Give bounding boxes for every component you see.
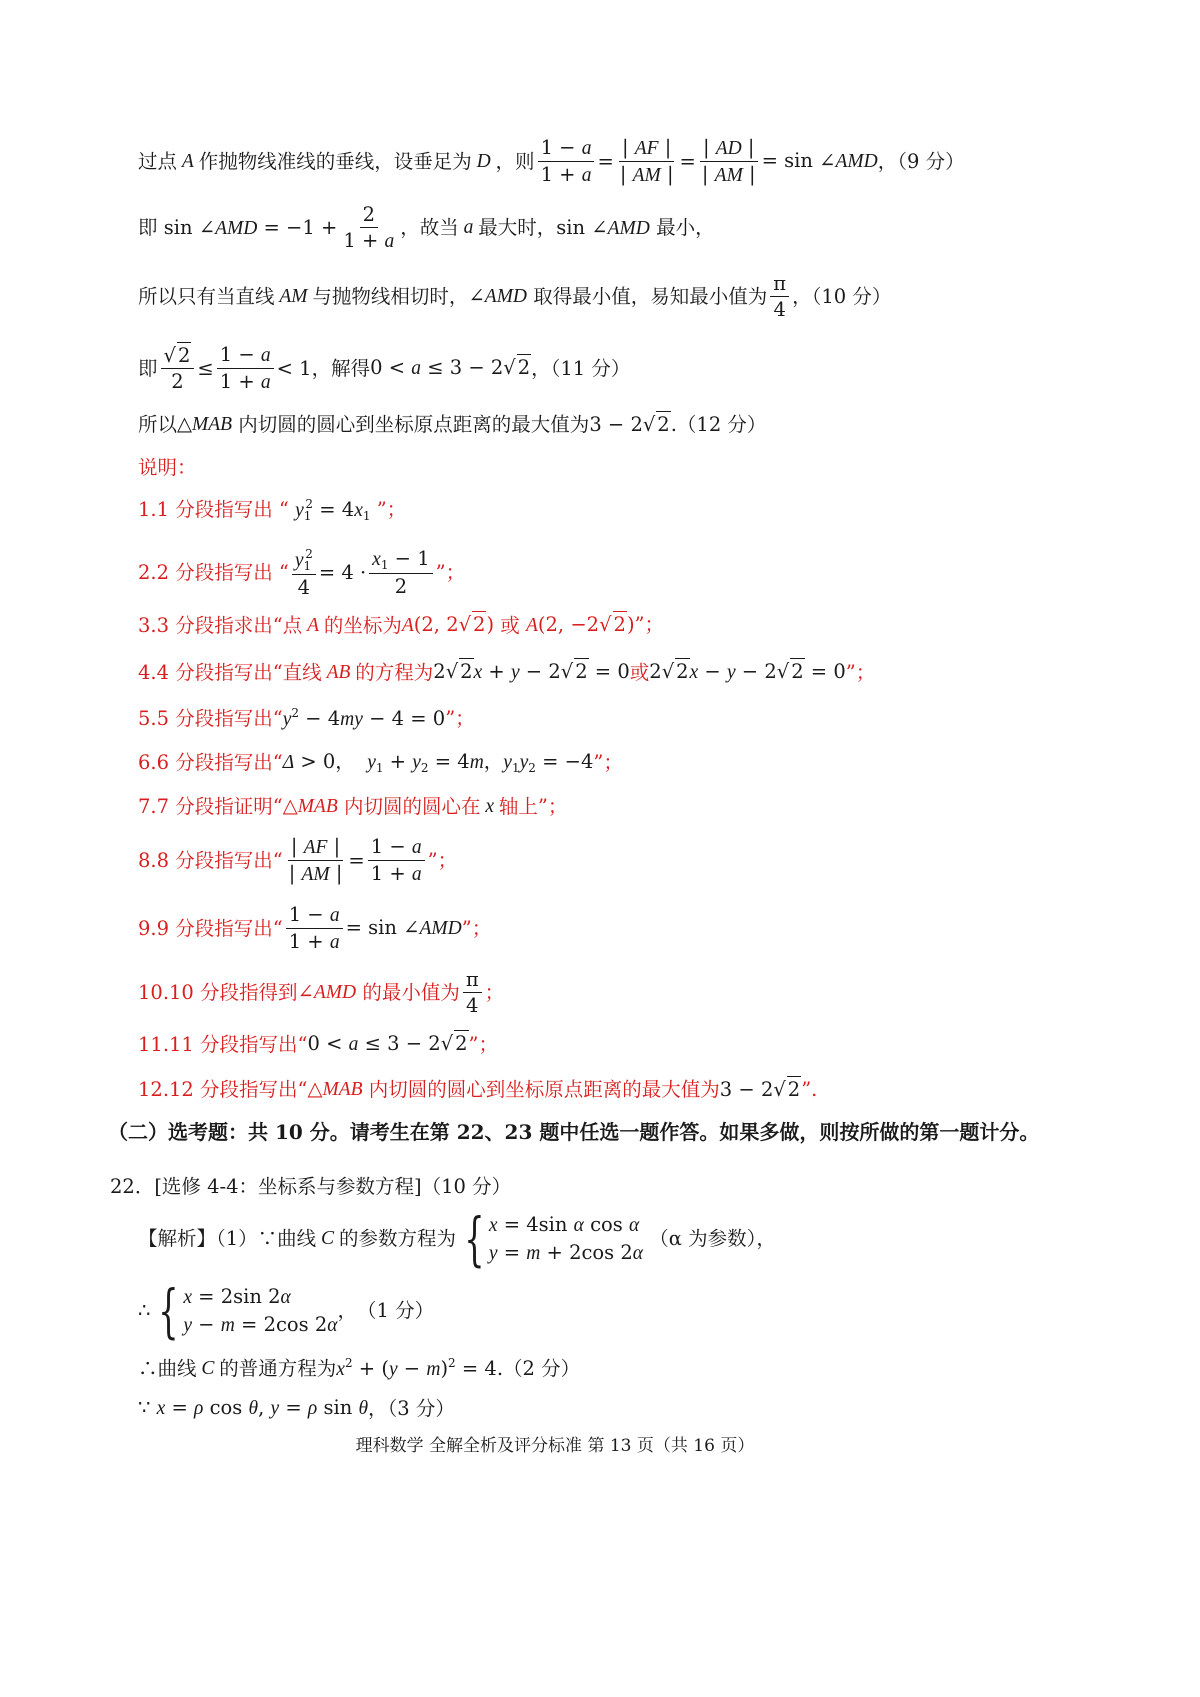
fraction: $\frac{| AD |}{| AM |}$ [701,136,756,186]
fraction: $\frac{| AF |}{| AM |}$ [619,136,674,186]
note-12: 12.12 分段指写出“ △MAB 内切圆的圆心到坐标原点距离的最大值为 3 − 2√ 2 ”. [138,1077,818,1101]
solution-line-3: 所以只有当直线 AM 与抛物线相切时， ∠AMD 取得最小值，易知最小值为 $\frac{\pi}{4}$ ，（10 分） [138,272,892,321]
fraction: $\frac{1 - a}{1 + a}$ [286,905,343,952]
page-footer: 理科数学 全解全析及评分标准 第 13 页（共 16 页） [355,1436,755,1456]
solution-line-2: 即 sin ∠AMD = −1 + $\frac{2}{1 + a}$ ，故当 a 最大时， sin ∠AMD 最小， [138,203,715,252]
equation-system: { x = 4sin α cos α y = m + 2cos 2α [464,1205,644,1273]
solution-line-5: 所以 △MAB 内切圆的圆心到坐标原点距离的最大值为 3 − 2√ 2 .（12 分） [138,412,767,436]
question-22-heading: 22．[选修 4-4：坐标系与参数方程]（10 分） [110,1175,512,1198]
note-8: 8.8 分段指写出“ $\frac{| AF |}{| AM |}$ = $\frac{1 - a}{1 + a}$ ”； [138,835,458,885]
q22-analysis-line: 【解析】（1）∵曲线 C 的参数方程为 { x = 4sin α cos α y = m + 2cos 2α （α 为参数）， [138,1205,776,1273]
note-7: 7.7 分段指证明“ △MAB 内切圆的圆心在 x 轴上”； [138,794,568,818]
section-heading: （二）选考题：共 10 分。请考生在第 22、23 题中任选一题作答。如果多做，则按所做的第一题计分。 [108,1120,1040,1144]
note-9: 9.9 分段指写出“ $\frac{1 - a}{1 + a}$ = sin ∠AMD ”； [138,903,492,953]
q22-step-2: ∴曲线 C 的普通方程为 $x^2 + (y - m)^2 = 4$ .（2 分） [138,1356,581,1380]
q22-step-3: ∵ x = ρ cos θ, y = ρ sin θ ，（3 分） [138,1396,455,1420]
fraction: $\frac{\pi}{4}$ [770,274,789,319]
note-3: 3.3 分段指求出“点 A 的坐标为 A(2, 2√ 2) 或 A(2, −2√ 2)”； [138,613,665,637]
note-5: 5.5 分段指写出“ $y^2 - 4my - 4 = 0$ ”； [138,706,475,730]
note-10: 10.10 分段指得到 ∠AMD 的最小值为 $\frac{\pi}{4}$ ； [138,968,505,1017]
note-6: 6.6 分段指写出“ Δ > 0， $y_1 + y_2 = 4m$，$y_1y_2 = -4$ ”； [138,750,623,775]
fraction: $\frac{y_1^2}{4}$ [292,548,316,598]
note-4: 4.4 分段指写出“直线 AB 的方程为 2√ 2x + y − 2√ 2 = 0 或 2√ 2x − y − 2√ 2 = 0 ”； [138,660,876,684]
notes-title: 说明： [138,456,197,479]
solution-line-1: 过点 A 作抛物线准线的垂线，设垂足为 D ，则 $\frac{1 - a}{1 + a}$ = $\frac{| AF |}{| AM |}$ = $\frac{| AD |}{| AM |}$ = sin ∠AMD ，（9 分） [138,136,965,186]
fraction: $\frac{1 - a}{1 + a}$ [217,345,274,392]
q22-step-1: ∴ { x = 2sin 2α y − m = 2cos 2α ， （1 分） [138,1277,435,1345]
fraction: $\frac{x_1 - 1}{2}$ [369,549,432,597]
fraction: $\frac{√ 2}{2}$ [161,346,195,391]
fraction: $\frac{1 - a}{1 + a}$ [538,138,595,185]
fraction: $\frac{\pi}{4}$ [463,970,482,1015]
solution-line-4: 即 $\frac{√ 2}{2}$ ≤ $\frac{1 - a}{1 + a}$ < 1 ，解得 0 < a ≤ 3 − 2√ 2 ，（11 分） [138,343,631,393]
fraction: $\frac{2}{1 + a}$ [343,203,395,252]
note-2: 2.2 分段指写出 “ $\frac{y_1^2}{4}$ = 4 · $\frac{x_1 - 1}{2}$ ”； [138,547,466,599]
note-1: 1.1 分段指写出 “ $y_1^2 = 4x_1$ ”； [138,497,407,523]
fraction: $\frac{1 - a}{1 + a}$ [368,837,425,884]
fraction: $\frac{| AF |}{| AM |}$ [288,835,343,885]
note-11: 11.11 分段指写出“ 0 < a ≤ 3 − 2√ 2 ”； [138,1032,499,1056]
equation-system: { x = 2sin 2α y − m = 2cos 2α [158,1277,338,1345]
